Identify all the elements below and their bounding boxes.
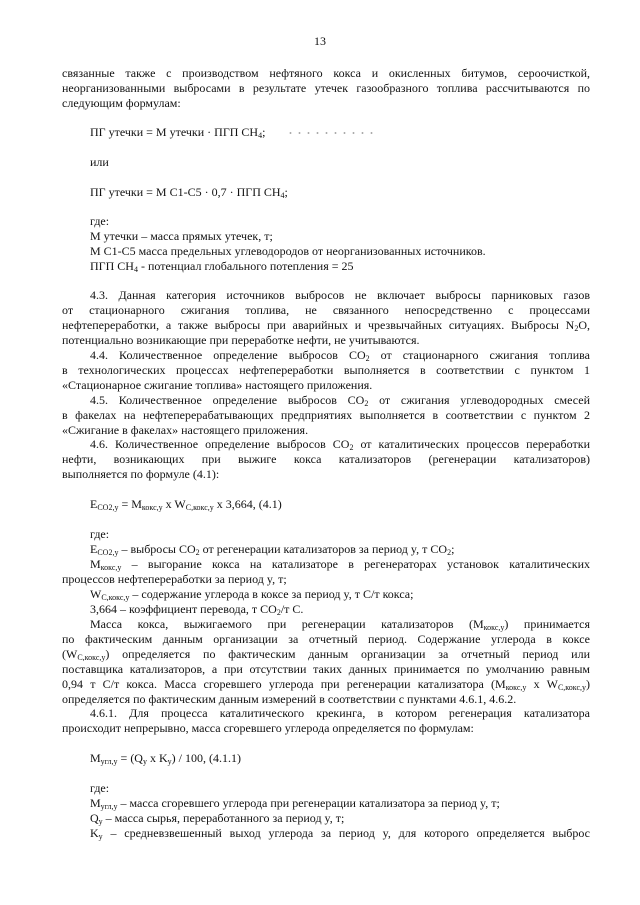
text-line: $W_{C,кокс,y}$ – содержание углерода в коксе за период y, т С/т кокса; bbox=[90, 587, 414, 602]
text-line: связанные также с производством нефтяного кокса и окисленных битумов, сероочисткой, bbox=[62, 66, 590, 80]
text-line: или bbox=[90, 155, 109, 169]
text-line: 4.3. Данная категория источников выбросов не включает выбросы парниковых газов bbox=[90, 288, 590, 302]
text-line: где: bbox=[90, 214, 110, 228]
text-line: поставщика катализаторов, а при отсутствии таких данных принимается по умолчанию равным bbox=[62, 662, 590, 676]
text-line: «Сжигание в факелах» настоящего приложения. bbox=[62, 423, 309, 437]
text-line: нефти, возникающих при выжиге кокса катализаторов (регенерации катализаторов) bbox=[62, 452, 590, 466]
text-line: ПГП $CH_4$ - потенциал глобального потепления = 25 bbox=[90, 259, 354, 274]
page-number: 13 bbox=[314, 34, 326, 48]
text-line: ПГ утечки = M C1-C5 · 0,7 · ПГП $CH_4$; bbox=[90, 185, 288, 200]
text-line: 3,664 – коэффициент перевода, т $CO_2/т$ С. bbox=[90, 602, 304, 617]
text-line: $(W_{C,кокс,y})$ определяется по фактическим данным организации за отчетный период или bbox=[62, 647, 590, 662]
text-line: ПГ утечки = М утечки · ПГП $CH_4$; bbox=[90, 125, 266, 140]
text-line: 4.5. Количественное определение выбросов $CO_2$ от сжигания углеводородных смесей bbox=[90, 393, 590, 408]
text-line: процессов нефтепереработки за период y, т; bbox=[62, 572, 287, 586]
text-line: $E_{CO2,y}$ – выбросы $CO_2$ от регенерации катализаторов за период y, т $CO_2$; bbox=[90, 542, 455, 557]
text-line: 0,94 т С/т кокса. Масса сгоревшего углерода при регенерации катализатора ($M_{кокс,y}$ x $W_{C,кокс,y}$) bbox=[62, 677, 590, 692]
text-line: определяется по фактическим данным измерений в соответствии с пунктами 4.6.1, 4.6.2. bbox=[62, 692, 517, 706]
text-line: в технологических процессах нефтепереработки выполняется в соответствии с пунктом 1 bbox=[62, 363, 590, 377]
text-line: следующим формулам: bbox=[62, 96, 181, 110]
text-line: М утечки – масса прямых утечек, т; bbox=[90, 229, 273, 243]
text-line: $Q_y$ – масса сырья, переработанного за период y, т; bbox=[90, 811, 345, 826]
text-line: нефтепереработки, а также выбросы при аварийных и чрезвычайных ситуациях. Выбросы $N_2O$, bbox=[62, 318, 590, 333]
text-line: 4.4. Количественное определение выбросов $CO_2$ от стационарного сжигания топлива bbox=[90, 348, 590, 363]
text-line: «Стационарное сжигание топлива» настоящего приложения. bbox=[62, 378, 373, 392]
text-line: где: bbox=[90, 781, 110, 795]
text-line: 4.6. Количественное определение выбросов $CO_2$ от каталитических процессов переработки bbox=[90, 437, 590, 452]
text-line: $K_y$ – средневзвешенный выход углерода за период y, для которого определяется выброс bbox=[90, 826, 590, 841]
text-line: 4.6.1. Для процесса каталитического крекинга, в котором регенерация катализатора bbox=[90, 706, 590, 720]
text-line: $M_{угл,y} = (Q_y$ x $K_y) / 100$, (4.1.1) bbox=[90, 751, 241, 766]
text-line: выполняется по формуле (4.1): bbox=[62, 467, 220, 481]
text-line: по фактическим данным организации за отчетный период. Содержание углерода в коксе bbox=[62, 632, 590, 646]
text-line: в факелах на нефтеперерабатывающих предприятиях выполняется в соответствии с пунктом 2 bbox=[62, 408, 590, 422]
text-line: Масса кокса, выжигаемого при регенерации катализаторов $(M_{кокс,y})$ принимается bbox=[90, 617, 590, 632]
text-line: $M_{угл,y}$ – масса сгоревшего углерода при регенерации катализатора за период y, т; bbox=[90, 796, 500, 811]
text-line: М C1-C5 масса предельных углеводородов от неорганизованных источников. bbox=[90, 244, 486, 258]
text-line: неорганизованными выбросами в результате утечек газообразного топлива рассчитываются по bbox=[62, 81, 590, 95]
text-line: потенциально возникающие при переработке нефти, не учитываются. bbox=[62, 333, 420, 347]
text-line: от стационарного сжигания топлива, не связанного непосредственно с процессами bbox=[62, 303, 590, 317]
text-line: $M_{кокс,y}$ – выгорание кокса на катализаторе в регенераторах установок каталитических bbox=[90, 557, 590, 572]
text-line: $E_{CO2,y} = M_{кокс,y}$ x $W_{C,кокс,y}$ x 3,664, (4.1) bbox=[90, 497, 282, 512]
text-line: происходит непрерывно, масса сгоревшего углерода определяется по формулам: bbox=[62, 721, 474, 735]
text-line: где: bbox=[90, 527, 110, 541]
